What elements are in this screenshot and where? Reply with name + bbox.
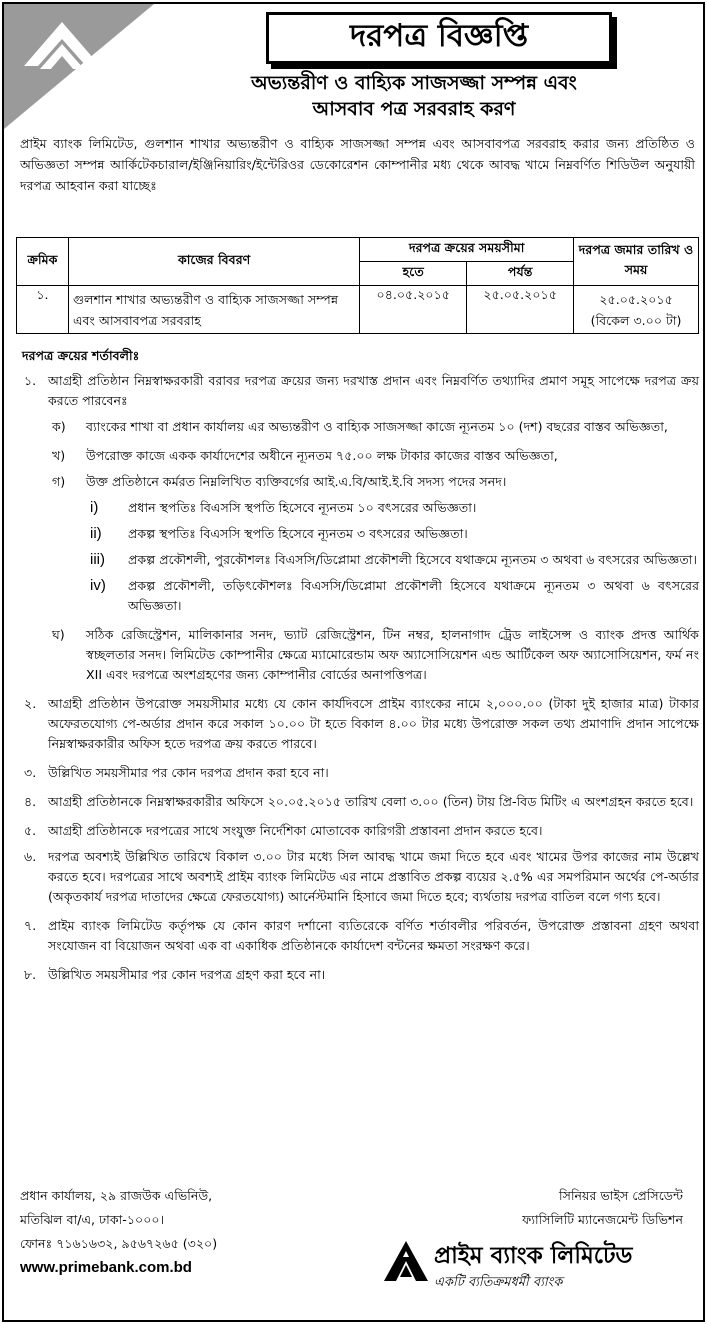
condition-1-d xyxy=(48,625,699,685)
header-submission: দরপত্র জমার তারিখ ও সময় xyxy=(574,238,699,286)
header-work: কাজের বিবরণ xyxy=(68,238,359,286)
condition-number: ২. xyxy=(24,696,37,711)
sub-text: উপরোক্ত কাজে একক কার্যাদেশের অধীনে ন্যূনতম ৭৫.০০ লক্ষ টাকার কাজের বাস্তব অভিজ্ঞতা, xyxy=(86,448,558,463)
submission-date: ২৫.০৫.২০১৫ xyxy=(599,291,673,307)
condition-number: ৭. xyxy=(24,918,37,933)
sub-number: ক) xyxy=(52,419,66,434)
condition-1-c-ii xyxy=(90,524,699,544)
roman-number: iv) xyxy=(90,577,106,594)
roman-text: প্রকল্প স্থপতিঃ বিএসসি স্থপতি হিসেবে ন্যূনতম ৩ বৎসরের অভিজ্ঞতা। xyxy=(128,526,468,541)
roman-number: iii) xyxy=(90,551,105,568)
condition-1-b xyxy=(48,446,699,466)
condition-1-c-iii xyxy=(90,550,699,570)
sub-number: গ) xyxy=(52,474,66,489)
condition-number: ৪. xyxy=(24,794,37,809)
condition-3 xyxy=(16,763,699,783)
condition-number: ৫. xyxy=(24,823,37,838)
condition-5 xyxy=(16,821,699,841)
condition-number: ৬. xyxy=(24,849,37,864)
header-serial: ক্রমিক xyxy=(17,238,69,286)
condition-1-c-i xyxy=(90,498,699,518)
conditions-section xyxy=(16,346,699,985)
cell-work: গুলশান শাখার অভ্যন্তরীণ ও বাহ্যিক সাজসজ্জা সম্পন্ন এবং আসবাবপত্র সরবরাহ xyxy=(68,286,359,334)
condition-2 xyxy=(16,694,699,754)
condition-1 xyxy=(16,371,699,411)
sub-number: ঘ) xyxy=(52,627,65,642)
intro-paragraph: প্রাইম ব্যাংক লিমিটেড, গুলশান শাখার অভ্যন্তরীণ ও বাহ্যিক সাজসজ্জা সম্পন্ন এবং আসবাবপত্র সরবরাহ করার জন্য প্রতিষ্ঠিত ও অভিজ্ঞতা সম্পন্ন আর্কিটেকচারাল/ইঞ্জিনিয়ারিং/ইন্টেরিওর ডেকোরেশন কোম্পানীর মধ্য থেকে আবদ্ধ খামে নিম্নবর্ণিত শিডিউল অনুযায়ী দরপত্র আহবান করা যাচ্ছেঃ xyxy=(20,136,695,193)
condition-text: আগ্রহী প্রতিষ্ঠান উপরোক্ত সময়সীমার মধ্যে যে কোন কার্যদিবসে প্রাইম ব্যাংকের নামে ২,০০০.০০ (টাকা দুই হাজার মাত্র) টাকার অফেরতযোগ্য পে-অর্ডার প্রদান করে সকাল ১০.০০ টা হতে বিকাল ৪.০০ টার মধ্যে উপরোক্ত সকল তথ্য প্রমাণাদি প্রদান সাপেক্ষে নিম্নস্বাক্ষরকারীর অফিস হতে দরপত্র ক্রয় করতে পারবে। xyxy=(48,696,699,751)
condition-4 xyxy=(16,792,699,812)
subtitle-line-2: আসবাব পত্র সরবরাহ করণ xyxy=(312,98,516,120)
condition-6 xyxy=(16,847,699,907)
condition-text: আগ্রহী প্রতিষ্ঠানকে দরপত্রের সাথে সংযুক্ত নির্দেশিকা মোতাবেক কারিগরী প্রস্তাবনা প্রদান করতে হবে। xyxy=(48,823,543,838)
subtitle-line-1: অভ্যন্তরীণ ও বাহ্যিক সাজসজ্জা সম্পন্ন এবং xyxy=(251,72,577,94)
notice-subtitle xyxy=(154,70,674,122)
condition-7 xyxy=(16,916,699,956)
prime-bank-watermark-logo xyxy=(4,4,154,129)
address-line-2: মতিঝিল বা/এ, ঢাকা-১০০০। xyxy=(20,1212,165,1227)
roman-number: i) xyxy=(90,499,99,516)
roman-text: প্রকল্প প্রকৌশলী, পুরকৌশলঃ বিএসসি/ডিপ্লোমা প্রকৌশলী হিসেবে যথাক্রমে ন্যূনতম ৩ অথবা ৬ বৎসরের অভিজ্ঞতা। xyxy=(128,552,697,567)
roman-text: প্রকল্প প্রকৌশলী, তড়িৎকৌশলঃ বিএসসি/ডিপ্লোমা প্রকৌশলী হিসেবে যথাক্রমে ন্যূনতম ৩ অথবা ৬ বৎসরের অভিজ্ঞতা। xyxy=(128,578,699,613)
condition-number: ৩. xyxy=(24,765,37,780)
cell-serial: ১. xyxy=(17,286,69,334)
bank-name: প্রাইম ব্যাংক লিমিটেড xyxy=(434,1243,633,1269)
condition-text: উল্লিখিত সময়সীমার পর কোন দরপত্র গ্রহণ করা হবে না। xyxy=(48,967,326,982)
sub-text: ব্যাংকের শাখা বা প্রধান কার্যালয় এর অভ্যন্তরীণ ও বাহ্যিক সাজসজ্জা কাজে ন্যূনতম ১০ (দশ) বছরের বাস্তব অভিজ্ঞতা, xyxy=(86,419,668,434)
roman-text: প্রধান স্থপতিঃ বিএসসি স্থপতি হিসেবে ন্যূনতম ১০ বৎসরের অভিজ্ঞতা। xyxy=(128,500,477,515)
signatory-title: সিনিয়র ভাইস প্রেসিডেন্ট xyxy=(559,1188,683,1203)
tender-notice xyxy=(2,2,705,1322)
header-from: হতে xyxy=(360,262,467,286)
condition-text: উল্লিখিত সময়সীমার পর কোন দরপত্র প্রদান করা হবে না। xyxy=(48,765,329,780)
condition-text: প্রাইম ব্যাংক লিমিটেড কর্তৃপক্ষ যে কোন কারণ দর্শানো ব্যতিরেকে বর্ণিত শর্তাবলীর পরিবর্তন, উপরোক্ত প্রস্তাবনা গ্রহণ অথবা সংযোজন বা বিয়োজন অথবা এক বা একাধিক প্রতিষ্ঠানকে কার্যাদেশ বন্টনের ক্ষমতা সংরক্ষণ করে। xyxy=(48,918,699,953)
bank-tagline: একটি ব্যতিক্রমধর্মী ব্যাংক xyxy=(434,1275,563,1290)
sub-text: সঠিক রেজিস্ট্রেশন, মালিকানার সনদ, ভ্যাট রেজিস্ট্রেশন, টিন নম্বর, হালনাগাদ ট্রেড লাইসেন্স ও ব্যাংক প্রদত্ত আর্থিক স্বচ্ছলতার সনদ। লিমিটেড কোম্পানীর ক্ষেত্রে ম্যামোরেন্ডাম অফ অ্যাসোসিয়েশন এন্ড আর্টিকেল অফ অ্যাসোসিয়েশন, ফর্ম নং XII এবং দরপত্রে অংশগ্রহণের জন্য কোম্পানীর বোর্ডের অনাপত্তিপত্র। xyxy=(86,627,699,682)
address-line-1: প্রধান কার্যালয়, ২৯ রাজউক এভিনিউ, xyxy=(20,1188,213,1203)
condition-text: আগ্রহী প্রতিষ্ঠান নিম্নস্বাক্ষরকারী বরাবর দরপত্র ক্রয়ের জন্য দরখাস্ত প্রদান এবং নিম্নবর্ণিত তথ্যাদির প্রমাণ সমূহ সাপেক্ষে দরপত্র ক্রয় করতে পারবেনঃ xyxy=(48,373,699,408)
website-link[interactable]: www.primebank.com.bd xyxy=(20,1259,192,1276)
sub-text: উক্ত প্রতিষ্ঠানে কর্মরত নিম্নলিখিত ব্যক্তিবর্গের আই.এ.বি/আই.ই.বি সদস্য পদের সনদ। xyxy=(86,474,507,489)
condition-text: দরপত্র অবশ্যই উল্লিখিত তারিখে বিকাল ৩.০০ টার মধ্যে সিল আবদ্ধ খামে জমা দিতে হবে এবং খামের উপর কাজের নাম উল্লেখ করতে হবে। দরপত্রের সাথে অবশ্যই প্রাইম ব্যাংক লিমিটেড এর নামে প্রস্তাবিত প্রকল্প ব্যয়ের ২.৫% এর সমপরিমান অর্থের পে-অর্ডার (অকৃতকার্য দরপত্র দাতাদের ক্ষেত্রে ফেরতযোগ্য) আর্নেস্টমানি হিসাবে জমা দিতে হবে; ব্যর্থতায় দরপত্র বাতিল বলে গণ্য হবে। xyxy=(48,849,699,904)
header-to: পর্যন্ত xyxy=(467,262,574,286)
condition-number: ৮. xyxy=(24,967,37,982)
signatory-division: ফ্যাসিলিটি ম্যানেজমেন্ট ডিভিশন xyxy=(522,1212,683,1227)
cell-to: ২৫.০৫.২০১৫ xyxy=(467,286,574,334)
condition-1-c-iv xyxy=(90,576,699,616)
signatory-block xyxy=(522,1184,683,1232)
submission-time: (বিকেল ৩.০০ টা) xyxy=(590,312,682,328)
header-purchase-period: দরপত্র ক্রয়ের সময়সীমা xyxy=(360,238,574,262)
head-office-address xyxy=(20,1184,217,1280)
condition-8 xyxy=(16,965,699,985)
conditions-title: দরপত্র ক্রয়ের শর্তাবলীঃ xyxy=(22,348,140,363)
schedule-table xyxy=(16,237,699,334)
prime-bank-logo-icon xyxy=(382,1239,430,1283)
sub-number: খ) xyxy=(52,448,66,463)
phone-numbers: ফোনঃ ৭১৬১৬৩২, ৯৫৬৭২৬৫ (৩২০) xyxy=(20,1236,218,1251)
roman-number: ii) xyxy=(90,525,102,542)
prime-bank-logo xyxy=(382,1237,682,1307)
condition-number: ১. xyxy=(24,373,37,388)
cell-submission xyxy=(574,286,699,334)
condition-text: আগ্রহী প্রতিষ্ঠানকে নিম্নস্বাক্ষরকারীর অফিসে ২০.০৫.২০১৫ তারিখ বেলা ৩.০০ (তিন) টায় প্রি-বিড মিটিং এ অংশগ্রহন করতে হবে। xyxy=(48,794,694,809)
table-row xyxy=(17,286,699,334)
schedule-header-row xyxy=(17,238,699,262)
condition-1-a xyxy=(48,417,699,437)
cell-from: ০৪.০৫.২০১৫ xyxy=(360,286,467,334)
condition-1-c xyxy=(48,472,699,492)
notice-title: দরপত্র বিজ্ঞপ্তি xyxy=(266,12,612,64)
